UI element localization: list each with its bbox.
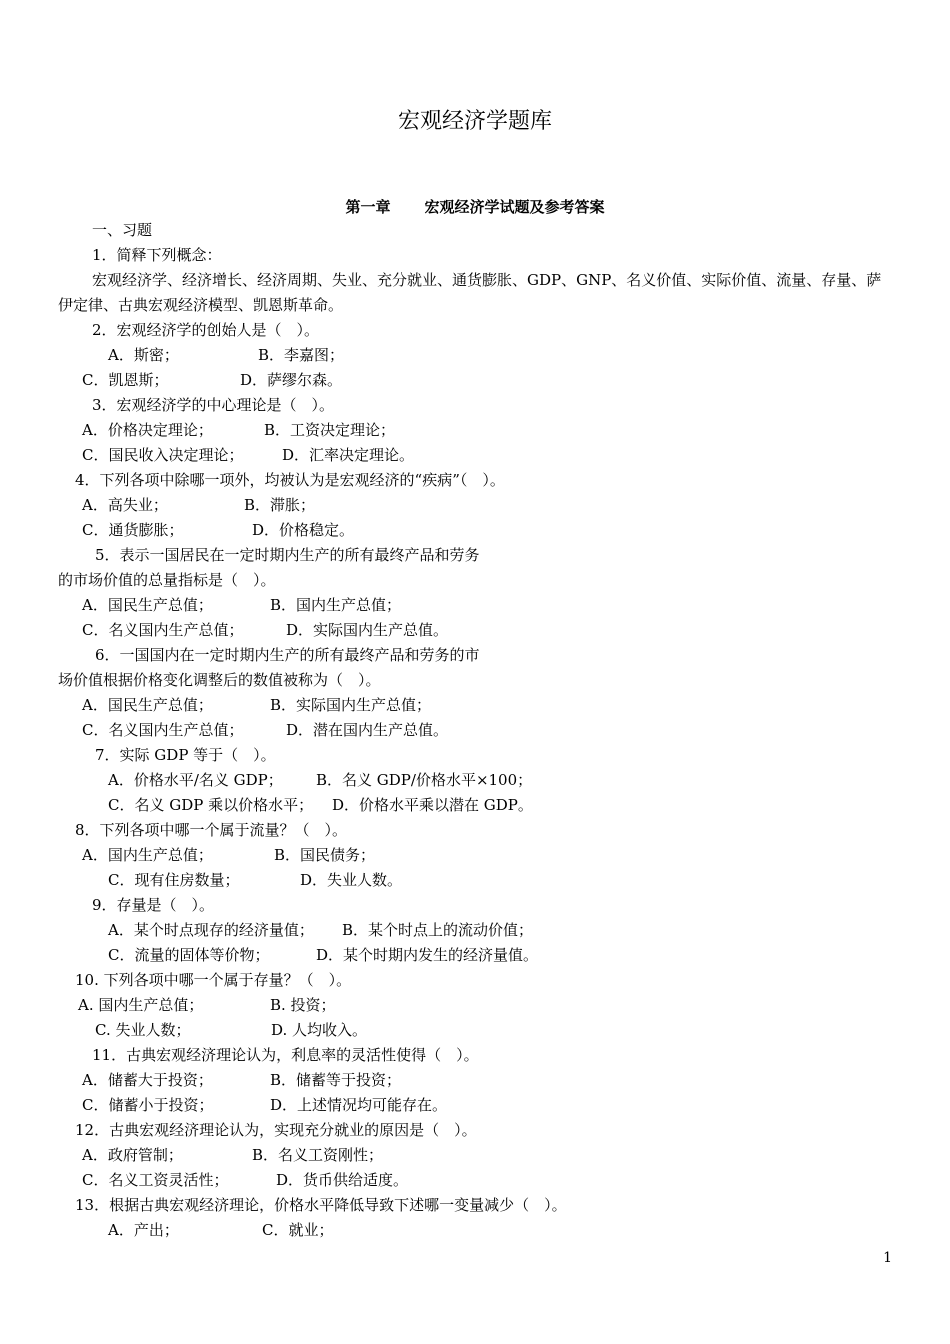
option-d: D．价格稳定。 (252, 521, 355, 539)
question-9-options-row-1 (108, 921, 534, 939)
question-9-stem: 9．存量是（ ）。 (92, 896, 215, 914)
option-b: B. 投资； (270, 996, 336, 1014)
option-d: D. 人均收入。 (271, 1021, 368, 1039)
option-b: B．名义工资刚性； (252, 1146, 384, 1164)
option-b: B．实际国内生产总值； (270, 696, 432, 714)
question-13-stem: 13．根据古典宏观经济理论，价格水平降低导致下述哪一变量减少（ ）。 (75, 1196, 567, 1214)
question-5-options-row-2 (82, 621, 449, 639)
option-c: C．名义工资灵活性； (82, 1171, 229, 1189)
question-10-options-row-1 (78, 996, 336, 1014)
option-a: A．国民生产总值； (82, 696, 213, 714)
question-4-options-row-1 (82, 496, 316, 514)
option-c: C．就业； (262, 1221, 334, 1239)
option-a: A. 国内生产总值； (78, 996, 204, 1014)
question-8-options-row-1 (82, 846, 376, 864)
chapter-number: 第一章 (345, 198, 391, 216)
option-d: D．萨缪尔森。 (240, 371, 343, 389)
option-a: A．某个时点现存的经济量值； (108, 921, 314, 939)
option-b: B．李嘉图； (258, 346, 345, 364)
question-7-options-row-1 (108, 771, 533, 789)
option-c: C．名义国内生产总值； (82, 621, 244, 639)
question-8-options-row-2 (108, 871, 403, 889)
option-b: B．某个时点上的流动价值； (342, 921, 534, 939)
question-12-options-row-1 (82, 1146, 384, 1164)
question-5-options-row-1 (82, 596, 402, 614)
option-d: D．潜在国内生产总值。 (286, 721, 449, 739)
option-d: D．失业人数。 (300, 871, 403, 889)
option-a: A．价格水平/名义 GDP； (108, 771, 283, 789)
question-4-stem: 4．下列各项中除哪一项外，均被认为是宏观经济的“疾病”（ ）。 (75, 471, 505, 489)
section-heading: 一、习题 (92, 221, 153, 239)
question-11-stem: 11．古典宏观经济理论认为，利息率的灵活性使得（ ）。 (92, 1046, 479, 1064)
option-b: B．滞胀； (244, 496, 316, 514)
option-d: D．货币供给适度。 (276, 1171, 409, 1189)
option-a: A．产出； (108, 1221, 179, 1239)
option-c: C．国民收入决定理论； (82, 446, 244, 464)
question-1-stem: 1．简释下列概念： (92, 246, 222, 264)
option-b: B．国内生产总值； (270, 596, 402, 614)
question-8-stem: 8．下列各项中哪一个属于流量？（ ）。 (75, 821, 348, 839)
option-b: B．工资决定理论； (264, 421, 396, 439)
question-12-stem: 12．古典宏观经济理论认为，实现充分就业的原因是（ ）。 (75, 1121, 477, 1139)
question-3-options-row-1 (82, 421, 396, 439)
option-c: C．储蓄小于投资； (82, 1096, 214, 1114)
page-number: 1 (883, 1250, 892, 1266)
option-c: C．凯恩斯； (82, 371, 169, 389)
option-a: A．高失业； (82, 496, 168, 514)
question-7-stem: 7．实际 GDP 等于（ ）。 (95, 746, 276, 764)
option-a: A．储蓄大于投资； (82, 1071, 213, 1089)
option-a: A．国民生产总值； (82, 596, 213, 614)
option-c: C．流量的固体等价物； (108, 946, 270, 964)
question-7-options-row-2 (108, 796, 533, 814)
option-b: B．国民债务； (274, 846, 376, 864)
question-4-options-row-2 (82, 521, 355, 539)
question-1-text-line-1: 宏观经济学、经济增长、经济周期、失业、充分就业、通货膨胀、GDP、GNP、名义价值、实际价值、流量、存量、萨 (92, 271, 882, 289)
option-a: A．价格决定理论； (82, 421, 213, 439)
question-6-stem-line-2: 场价值根据价格变化调整后的数值被称为（ ）。 (58, 671, 381, 689)
option-c: C．通货膨胀； (82, 521, 184, 539)
question-1-text-line-2: 伊定律、古典宏观经济模型、凯恩斯革命。 (58, 296, 344, 314)
question-10-options-row-2 (95, 1021, 368, 1039)
chapter-name: 宏观经济学试题及参考答案 (424, 198, 605, 216)
question-6-options-row-2 (82, 721, 449, 739)
question-13-options-row-1 (108, 1221, 334, 1239)
option-a: A．政府管制； (82, 1146, 183, 1164)
option-b: B．储蓄等于投资； (270, 1071, 402, 1089)
option-c: C．名义 GDP 乘以价格水平； (108, 796, 314, 814)
question-2-options-row-1 (108, 346, 345, 364)
option-d: D．实际国内生产总值。 (286, 621, 449, 639)
question-9-options-row-2 (108, 946, 539, 964)
option-a: A．国内生产总值； (82, 846, 213, 864)
option-c: C．名义国内生产总值； (82, 721, 244, 739)
question-5-stem-line-2: 的市场价值的总量指标是（ ）。 (58, 571, 276, 589)
option-c: C．现有住房数量； (108, 871, 240, 889)
question-2-stem: 2．宏观经济学的创始人是（ ）。 (92, 321, 320, 339)
option-d: D．汇率决定理论。 (282, 446, 415, 464)
question-6-options-row-1 (82, 696, 432, 714)
option-c: C. 失业人数； (95, 1021, 191, 1039)
option-a: A．斯密； (108, 346, 179, 364)
option-b: B．名义 GDP/价格水平×100； (316, 771, 533, 789)
option-d: D．价格水平乘以潜在 GDP。 (332, 796, 533, 814)
question-11-options-row-2 (82, 1096, 448, 1114)
question-10-stem: 10. 下列各项中哪一个属于存量？（ ）。 (75, 971, 352, 989)
question-11-options-row-1 (82, 1071, 402, 1089)
question-12-options-row-2 (82, 1171, 409, 1189)
option-d: D．某个时期内发生的经济量值。 (316, 946, 539, 964)
document-title: 宏观经济学题库 (397, 109, 552, 134)
question-5-stem-line-1: 5．表示一国居民在一定时期内生产的所有最终产品和劳务 (95, 546, 480, 564)
question-2-options-row-2 (82, 371, 343, 389)
question-6-stem-line-1: 6．一国国内在一定时期内生产的所有最终产品和劳务的市 (95, 646, 480, 664)
question-3-options-row-2 (82, 446, 415, 464)
question-3-stem: 3．宏观经济学的中心理论是（ ）。 (92, 396, 335, 414)
option-d: D．上述情况均可能存在。 (270, 1096, 448, 1114)
chapter-heading (0, 196, 950, 217)
